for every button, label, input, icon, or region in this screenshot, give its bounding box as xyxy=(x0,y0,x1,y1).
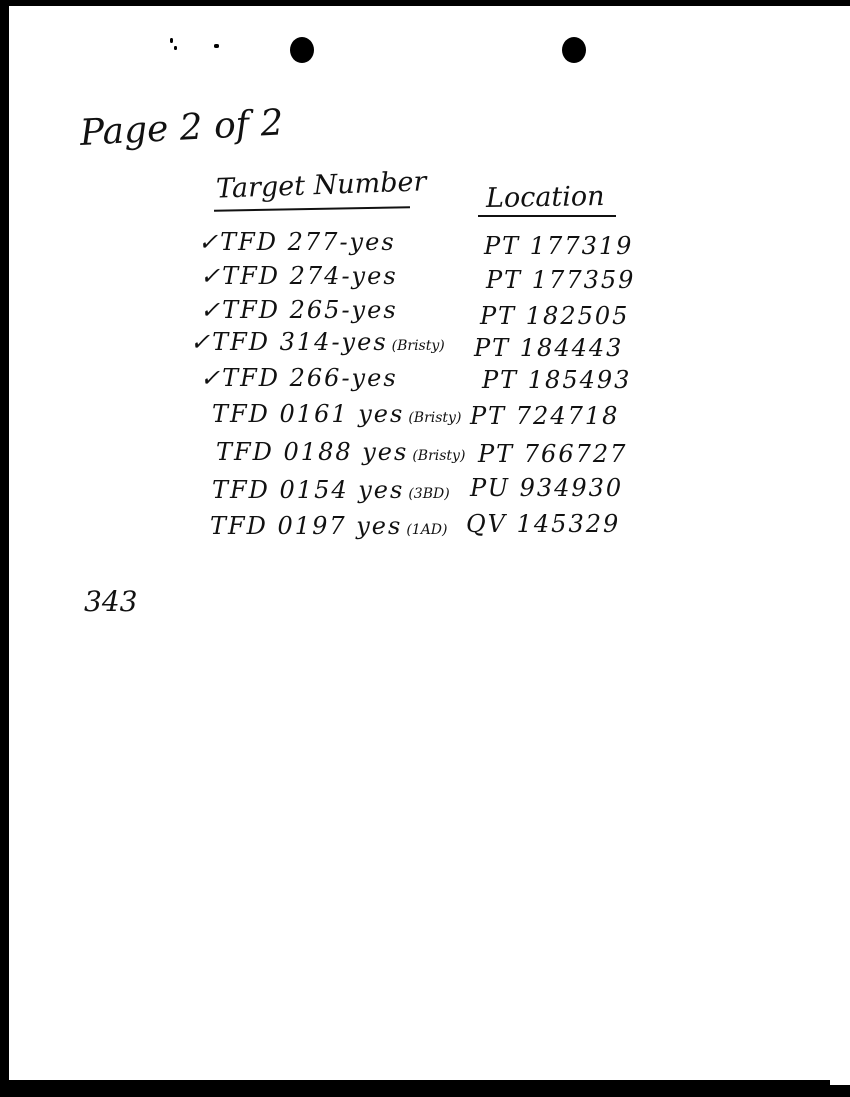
row-location: PT 724718 xyxy=(470,402,620,430)
header-underline-location xyxy=(478,215,616,217)
scan-speck xyxy=(214,44,219,48)
row-target xyxy=(216,440,465,464)
punch-hole-left xyxy=(290,37,314,63)
target-text: TFD 0161 yes xyxy=(212,400,405,428)
row-target xyxy=(212,402,461,426)
scan-border-top xyxy=(0,0,850,6)
row-target xyxy=(210,514,448,538)
scan-speck xyxy=(174,46,177,50)
row-location: PT 766727 xyxy=(478,440,628,468)
target-note: (Bristy) xyxy=(412,448,466,464)
punch-hole-right xyxy=(562,37,586,63)
row-target xyxy=(198,230,400,254)
row-target xyxy=(200,264,402,288)
row-target xyxy=(190,330,445,354)
row-location: PT 184443 xyxy=(474,334,624,362)
target-note: (Bristy) xyxy=(408,410,462,426)
scan-border-bottom xyxy=(0,1080,850,1097)
target-note: (3BD) xyxy=(408,486,450,502)
row-location: PT 185493 xyxy=(482,366,632,394)
row-location: PT 182505 xyxy=(480,302,630,330)
target-note: (1AD) xyxy=(406,522,448,538)
column-header-target-number: Target Number xyxy=(215,166,427,205)
row-location: PT 177359 xyxy=(486,266,636,294)
target-text: ✓TFD 266-yes xyxy=(200,364,398,392)
column-header-location: Location xyxy=(485,180,605,215)
row-target xyxy=(200,366,402,390)
row-target xyxy=(200,298,402,322)
row-location: PU 934930 xyxy=(470,474,624,502)
page-label: Page 2 of 2 xyxy=(78,102,285,154)
scan-border-left xyxy=(0,0,9,1097)
target-text: ✓TFD 314-yes xyxy=(190,328,388,356)
target-text: ✓TFD 274-yes xyxy=(200,262,398,290)
row-target xyxy=(212,478,450,502)
target-text: TFD 0188 yes xyxy=(216,438,409,466)
scan-speck xyxy=(170,38,173,43)
target-text: TFD 0154 yes xyxy=(212,476,405,504)
row-location: PT 177319 xyxy=(484,232,634,260)
header-underline-target xyxy=(214,206,410,211)
scan-border-notch xyxy=(830,1080,850,1085)
row-location: QV 145329 xyxy=(466,510,621,538)
footer-number: 343 xyxy=(84,585,138,618)
target-text: TFD 0197 yes xyxy=(210,512,403,540)
target-text: ✓TFD 265-yes xyxy=(200,296,398,324)
target-note: (Bristy) xyxy=(391,338,445,354)
target-text: ✓TFD 277-yes xyxy=(198,228,396,256)
